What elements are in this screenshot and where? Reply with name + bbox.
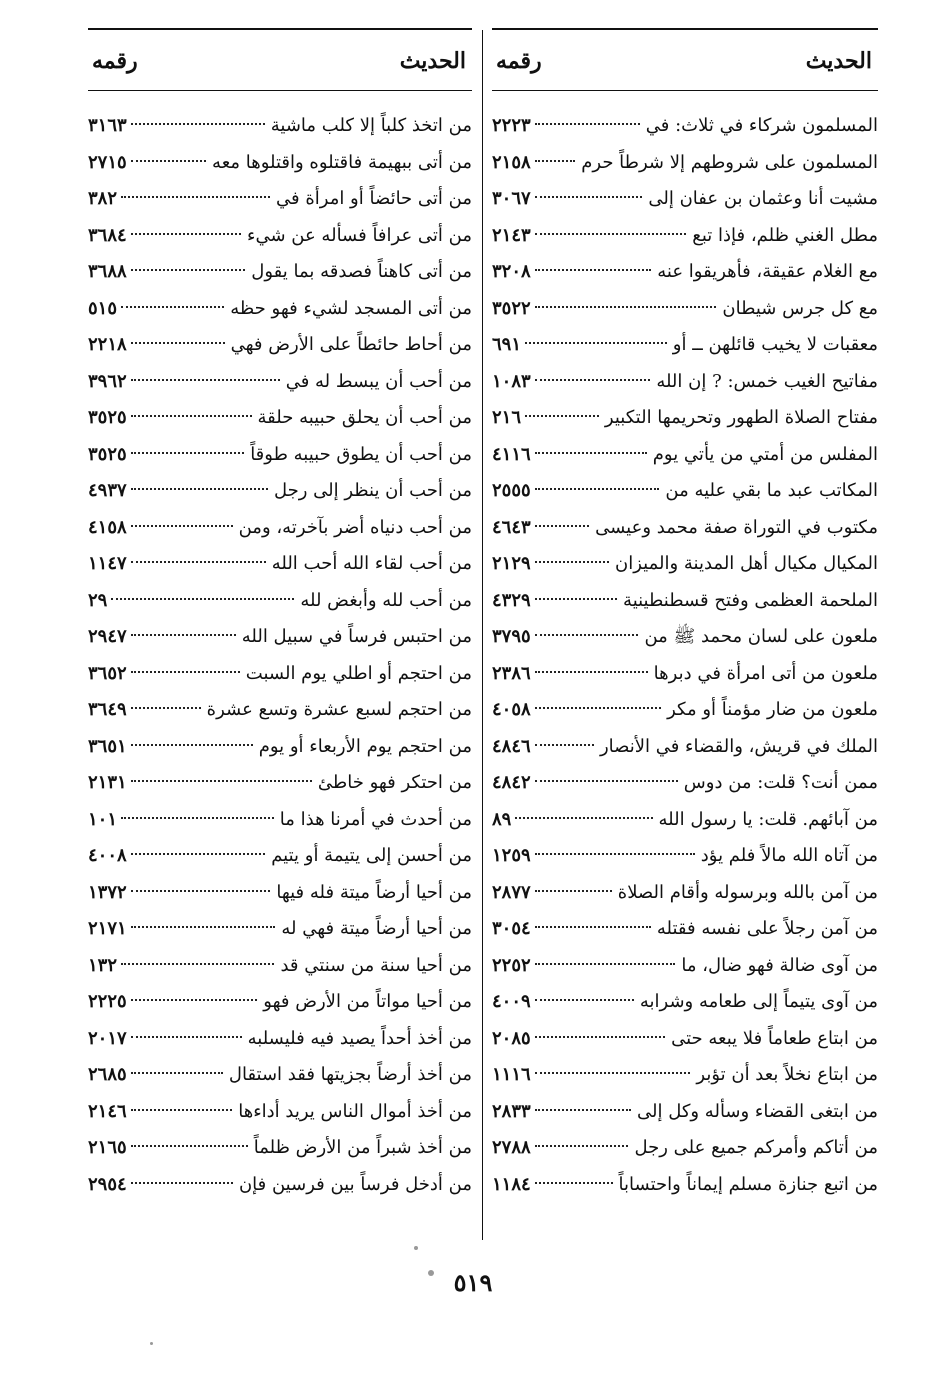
column-header	[88, 48, 472, 78]
hadith-text: من أحاط حائطاً على الأرض فهي	[230, 334, 472, 355]
hadith-number: ٣٠٦٧	[492, 188, 531, 209]
dot-leader	[121, 817, 274, 819]
index-entry	[492, 1167, 878, 1204]
index-entry	[88, 108, 472, 145]
hadith-text: من أتى عرافاً فسأله عن شيء	[247, 224, 472, 246]
hadith-number: ٢٠٨٥	[492, 1027, 531, 1049]
dot-leader	[535, 634, 639, 636]
dot-leader	[535, 1145, 629, 1147]
index-entry	[88, 1167, 472, 1204]
hadith-number: ٤٠٠٨	[88, 845, 127, 866]
hadith-text: من احتجم يوم الأربعاء أو يوم	[258, 735, 472, 757]
number-column-label: رقمه	[496, 48, 542, 74]
hadith-number: ١١٤٧	[88, 553, 127, 574]
hadith-number: ٢٣٨٦	[492, 662, 531, 684]
index-entry	[88, 948, 472, 985]
hadith-text: من احتكر فهو خاطئ	[317, 772, 472, 793]
print-speck	[414, 1246, 418, 1250]
dot-leader	[535, 853, 695, 855]
index-entry	[492, 984, 878, 1021]
hadith-text: من أخذ أحداً يصيد فيه فليسلبه	[247, 1027, 472, 1049]
hadith-text: الملك في قريش، والقضاء في الأنصار	[599, 735, 878, 757]
hadith-text: من احتبس فرساً في سبيل الله	[241, 626, 472, 647]
dot-leader	[121, 196, 270, 198]
dot-leader	[131, 342, 225, 344]
hadith-number: ٢١٥٨	[492, 151, 531, 173]
hadith-number: ٣١٦٣	[88, 115, 127, 136]
hadith-number: ٢٢٥٢	[492, 954, 531, 976]
hadith-number: ٣٢٠٨	[492, 261, 531, 282]
hadith-number: ٣٠٥٤	[492, 918, 531, 939]
dot-leader	[131, 1109, 233, 1111]
index-entry	[492, 1021, 878, 1058]
hadith-text: من آوى ضالة فهو ضال، ما	[681, 954, 878, 976]
hadith-text: من أخذ أموال الناس يريد أداءها	[238, 1100, 472, 1122]
hadith-number: ٢٢٢٣	[492, 115, 531, 136]
dot-leader	[131, 999, 258, 1001]
column-header	[492, 48, 878, 78]
hadith-number: ٤٠٠٩	[492, 991, 531, 1012]
hadith-number: ٢٩٤٧	[88, 626, 127, 647]
index-entry	[492, 1130, 878, 1167]
hadith-text: ملعون من أتى امرأة في دبرها	[653, 662, 878, 684]
index-entry	[88, 291, 472, 328]
index-entry	[88, 729, 472, 766]
hadith-text: المسلمون على شروطهم إلا شرطاً حرم	[581, 151, 878, 173]
dot-leader	[131, 634, 236, 636]
dot-leader	[111, 598, 294, 600]
hadith-number: ٢١٢٩	[492, 553, 531, 574]
index-entry	[88, 254, 472, 291]
hadith-text: ملعون على لسان محمد ﷺ من	[644, 626, 878, 647]
hadith-number: ١١٨٤	[492, 1173, 531, 1195]
hadith-number: ٣٥٢٥	[88, 443, 127, 465]
hadith-text: من أحب لقاء الله أحب الله	[271, 553, 472, 574]
column-divider	[482, 30, 483, 1240]
hadith-text: من أخذ أرضاً بجزيتها فقد استقال	[228, 1064, 472, 1085]
hadith-number: ٢١٤٣	[492, 224, 531, 246]
dot-leader	[131, 561, 266, 563]
dot-leader	[535, 196, 643, 198]
page-number: ٥١٩	[453, 1268, 493, 1297]
hadith-text: مع كل جرس شيطان	[722, 297, 878, 319]
index-entry	[492, 1057, 878, 1094]
dot-leader	[535, 561, 609, 563]
hadith-text: من آمن بالله وبرسوله وأقام الصلاة	[617, 881, 878, 903]
dot-leader	[131, 926, 276, 928]
index-entry	[492, 364, 878, 401]
dot-leader	[535, 671, 648, 673]
dot-leader	[535, 123, 640, 125]
dot-leader	[131, 890, 271, 892]
hadith-text: من ابتغى القضاء وسأله وكل إلى	[636, 1100, 878, 1122]
dot-leader	[525, 342, 667, 344]
hadith-number: ٣٦٥٢	[88, 662, 127, 684]
index-entries	[492, 108, 878, 1203]
hadith-number: ٢٧٨٨	[492, 1137, 531, 1158]
dot-leader	[131, 160, 206, 162]
hadith-number: ٤١١٦	[492, 443, 531, 465]
dot-leader	[535, 488, 660, 490]
index-entry	[88, 875, 472, 912]
hadith-number: ٢٩٥٤	[88, 1173, 127, 1195]
hadith-number: ٢٩	[88, 589, 108, 611]
hadith-text: من أتى كاهناً فصدقه بما يقول	[251, 261, 472, 282]
dot-leader	[131, 671, 240, 673]
dot-leader	[535, 1036, 665, 1038]
hadith-text: مفتاح الصلاة الطهور وتحريمها التكبير	[604, 407, 878, 428]
hadith-number: ٥١٥	[88, 297, 118, 319]
hadith-text: مكتوب في التوراة صفة محمد وعيسى	[595, 516, 878, 538]
index-entry	[492, 692, 878, 729]
index-entry	[492, 948, 878, 985]
index-entry	[492, 619, 878, 656]
hadith-number: ٤٩٣٧	[88, 480, 127, 501]
hadith-text: من أحب لله وأبغض لله	[300, 589, 472, 611]
hadith-text: من أخذ شبراً من الأرض ظلماً	[253, 1137, 472, 1158]
dot-leader	[535, 525, 589, 527]
dot-leader	[535, 233, 687, 235]
dot-leader	[535, 306, 717, 308]
hadith-number: ٢١٦٥	[88, 1137, 127, 1158]
index-entry	[492, 291, 878, 328]
hadith-number: ٣٦٨٤	[88, 224, 127, 246]
hadith-number: ٤٠٥٨	[492, 699, 531, 720]
index-entry	[88, 546, 472, 583]
dot-leader	[131, 123, 265, 125]
hadith-number: ٢١٧١	[88, 918, 127, 939]
dot-leader	[535, 890, 612, 892]
hadith-number: ١٣٧٢	[88, 881, 127, 903]
index-entry	[492, 875, 878, 912]
dot-leader	[121, 963, 274, 965]
index-entry	[492, 145, 878, 182]
top-rule	[492, 28, 878, 30]
hadith-number: ٣٥٢٢	[492, 297, 531, 319]
hadith-text: من أحيا أرضاً ميتة فله فيها	[276, 881, 472, 903]
hadith-text: مفاتيح الغيب خمس: ? إن الله	[656, 370, 878, 392]
dot-leader	[515, 817, 652, 819]
index-entry	[88, 437, 472, 474]
hadith-text: من احتجم لسبع عشرة وتسع عشرة	[206, 699, 472, 720]
index-entry	[492, 802, 878, 839]
hadith-text: من أتاكم وأمركم جميع على رجل	[634, 1137, 878, 1158]
index-entry	[88, 145, 472, 182]
hadith-number: ٦٩١	[492, 334, 522, 355]
index-entry	[88, 656, 472, 693]
dot-leader	[535, 452, 647, 454]
dot-leader	[131, 269, 246, 271]
hadith-number: ٢٧١٥	[88, 151, 127, 173]
hadith-number: ٢٢١٨	[88, 334, 127, 355]
dot-leader	[131, 488, 268, 490]
hadith-number: ٣٩٦٢	[88, 370, 127, 392]
hadith-text: المفلس من أمتي من يأتي يوم	[652, 443, 878, 465]
dot-leader	[535, 160, 576, 162]
hadith-text: من أحب دنياه أضر بآخرته، ومن	[238, 516, 472, 538]
hadith-text: من أحيا سنة من سنتي قد	[280, 954, 472, 976]
index-entry	[88, 181, 472, 218]
hadith-number: ٤٣٢٩	[492, 589, 531, 611]
hadith-number: ٤٦٤٣	[492, 516, 531, 538]
hadith-text: من أحسن إلى يتيمة أو يتيم	[271, 845, 472, 866]
dot-leader	[131, 525, 233, 527]
hadith-number: ٢٨٣٣	[492, 1100, 531, 1122]
hadith-text: من أحب أن ينظر إلى رجل	[273, 480, 472, 501]
hadith-number: ١٢٥٩	[492, 845, 531, 866]
hadith-text: من آبائهم. قلت: يا رسول الله	[658, 808, 878, 830]
index-entry	[492, 473, 878, 510]
hadith-text: من أتى حائضاً أو امرأة في	[276, 188, 472, 209]
hadith-text: من أحدث في أمرنا هذا ما	[279, 808, 472, 830]
index-entry	[492, 765, 878, 802]
hadith-text: مطل الغني ظلم، فإذا تبع	[692, 224, 878, 246]
dot-leader	[131, 1145, 248, 1147]
hadith-text: من أحب أن يطوق حبيبه طوقاً	[250, 443, 472, 465]
index-entry	[88, 692, 472, 729]
index-entry	[88, 327, 472, 364]
dot-leader	[535, 269, 652, 271]
print-speck	[428, 1270, 434, 1276]
index-entry	[88, 473, 472, 510]
index-entry	[492, 546, 878, 583]
dot-leader	[131, 233, 241, 235]
hadith-number: ١١١٦	[492, 1064, 531, 1085]
hadith-text: من أدخل فرساً بين فرسين فإن	[238, 1173, 472, 1195]
hadith-text: المكاتب عبد ما بقي عليه من	[665, 480, 878, 501]
index-entry	[492, 254, 878, 291]
index-entry	[492, 510, 878, 547]
index-entry	[88, 1021, 472, 1058]
hadith-number: ٢٢٢٥	[88, 991, 127, 1012]
hadith-text: من آتاه الله مالاً فلم يؤد	[700, 845, 878, 866]
hadith-text: ممن أنت؟ قلت: من دوس	[683, 772, 878, 793]
dot-leader	[121, 306, 224, 308]
hadith-number: ٤٨٤٢	[492, 772, 531, 793]
hadith-text: مع الغلام عقيقة، فأهريقوا عنه	[657, 261, 878, 282]
hadith-number: ٢٠١٧	[88, 1027, 127, 1049]
index-entry	[492, 583, 878, 620]
index-entry	[492, 911, 878, 948]
hadith-number: ٣٦٨٨	[88, 261, 127, 282]
hadith-text: من اتخذ كلباً إلا كلب ماشية	[270, 115, 472, 136]
index-entry	[88, 364, 472, 401]
dot-leader	[535, 744, 594, 746]
hadith-text: من ابتاع نخلاً بعد أن تؤبر	[696, 1064, 878, 1085]
hadith-text: من آوى يتيماً إلى طعامه وشرابه	[639, 991, 878, 1012]
hadith-number: ٢١٦	[492, 407, 522, 428]
dot-leader	[131, 452, 245, 454]
index-entry	[492, 729, 878, 766]
hadith-text: الملحمة العظمى وفتح قسطنطينية	[623, 589, 878, 611]
hadith-number: ١٣٢	[88, 954, 118, 976]
hadith-number: ٢١٤٦	[88, 1100, 127, 1122]
index-entry	[492, 218, 878, 255]
dot-leader	[131, 707, 201, 709]
index-entry	[88, 218, 472, 255]
hadith-text: من أحيا مواتاً من الأرض فهو	[263, 991, 472, 1012]
dot-leader	[131, 1036, 242, 1038]
dot-leader	[131, 1072, 223, 1074]
hadith-number: ٣٨٢	[88, 188, 118, 209]
index-entries	[88, 108, 472, 1203]
hadith-number: ٢١٣١	[88, 772, 127, 793]
hadith-text: من أتى المسجد لشيء فهو حظه	[230, 297, 472, 319]
hadith-number: ٤١٥٨	[88, 516, 127, 538]
dot-leader	[535, 1182, 613, 1184]
index-entry	[492, 327, 878, 364]
dot-leader	[131, 853, 266, 855]
index-entry	[88, 510, 472, 547]
hadith-number: ٣٦٤٩	[88, 699, 127, 720]
dot-leader	[535, 1109, 631, 1111]
hadith-number: ٢٦٨٥	[88, 1064, 127, 1085]
dot-leader	[131, 379, 280, 381]
header-rule	[88, 90, 472, 91]
index-entry	[88, 838, 472, 875]
hadith-column-label: الحديث	[399, 48, 466, 74]
hadith-text: من آمن رجلاً على نفسه فقتله	[656, 918, 878, 939]
index-entry	[88, 583, 472, 620]
header-rule	[492, 90, 878, 91]
hadith-column-label: الحديث	[805, 48, 872, 74]
index-entry	[492, 656, 878, 693]
hadith-text: مشيت أنا وعثمان بن عفان إلى	[648, 188, 878, 209]
hadith-number: ٢٥٥٥	[492, 480, 531, 501]
print-speck	[150, 1342, 153, 1345]
hadith-number: ٣٧٩٥	[492, 626, 531, 647]
dot-leader	[131, 744, 253, 746]
dot-leader	[535, 598, 617, 600]
index-entry	[88, 911, 472, 948]
hadith-text: معقبات لا يخيب قائلهن ــ أو	[672, 334, 878, 355]
dot-leader	[535, 926, 651, 928]
dot-leader	[535, 707, 661, 709]
dot-leader	[131, 1182, 233, 1184]
index-entry	[88, 1094, 472, 1131]
hadith-number: ٣٦٥١	[88, 735, 127, 757]
index-entry	[88, 984, 472, 1021]
hadith-text: المكيال مكيال أهل المدينة والميزان	[614, 553, 878, 574]
hadith-number: ٢٨٧٧	[492, 881, 531, 903]
index-entry	[492, 437, 878, 474]
hadith-text: من ابتاع طعاماً فلا يبعه حتى	[671, 1027, 878, 1049]
dot-leader	[525, 415, 599, 417]
index-entry	[88, 1057, 472, 1094]
index-entry	[88, 802, 472, 839]
hadith-number: ٣٥٢٥	[88, 407, 127, 428]
index-entry	[492, 400, 878, 437]
hadith-text: المسلمون شركاء في ثلاث: في	[645, 115, 878, 136]
hadith-number: ١٠٨٣	[492, 370, 531, 392]
index-entry	[88, 619, 472, 656]
hadith-text: من اتبع جنازة مسلم إيماناً واحتساباً	[618, 1173, 878, 1195]
index-entry	[88, 400, 472, 437]
hadith-number: ٤٨٤٦	[492, 735, 531, 757]
dot-leader	[535, 963, 676, 965]
hadith-text: من أتى ببهيمة فاقتلوه واقتلوها معه	[212, 151, 472, 173]
index-entry	[492, 838, 878, 875]
dot-leader	[535, 379, 651, 381]
number-column-label: رقمه	[92, 48, 138, 74]
hadith-text: من أحيا أرضاً ميتة فهي له	[281, 918, 472, 939]
dot-leader	[131, 415, 252, 417]
index-entry	[492, 108, 878, 145]
top-rule	[88, 28, 472, 30]
hadith-text: ملعون من ضار مؤمناً أو مكر	[667, 699, 878, 720]
hadith-number: ١٠١	[88, 808, 118, 830]
hadith-number: ٨٩	[492, 808, 512, 830]
dot-leader	[535, 1072, 691, 1074]
hadith-text: من أحب أن يبسط له في	[285, 370, 472, 392]
index-entry	[492, 181, 878, 218]
index-entry	[88, 1130, 472, 1167]
index-entry	[88, 765, 472, 802]
hadith-text: من احتجم أو اطلي يوم السبت	[245, 662, 472, 684]
dot-leader	[535, 999, 634, 1001]
dot-leader	[131, 780, 312, 782]
index-entry	[492, 1094, 878, 1131]
dot-leader	[535, 780, 678, 782]
hadith-text: من أحب أن يحلق حبيبه حلقة	[257, 407, 472, 428]
